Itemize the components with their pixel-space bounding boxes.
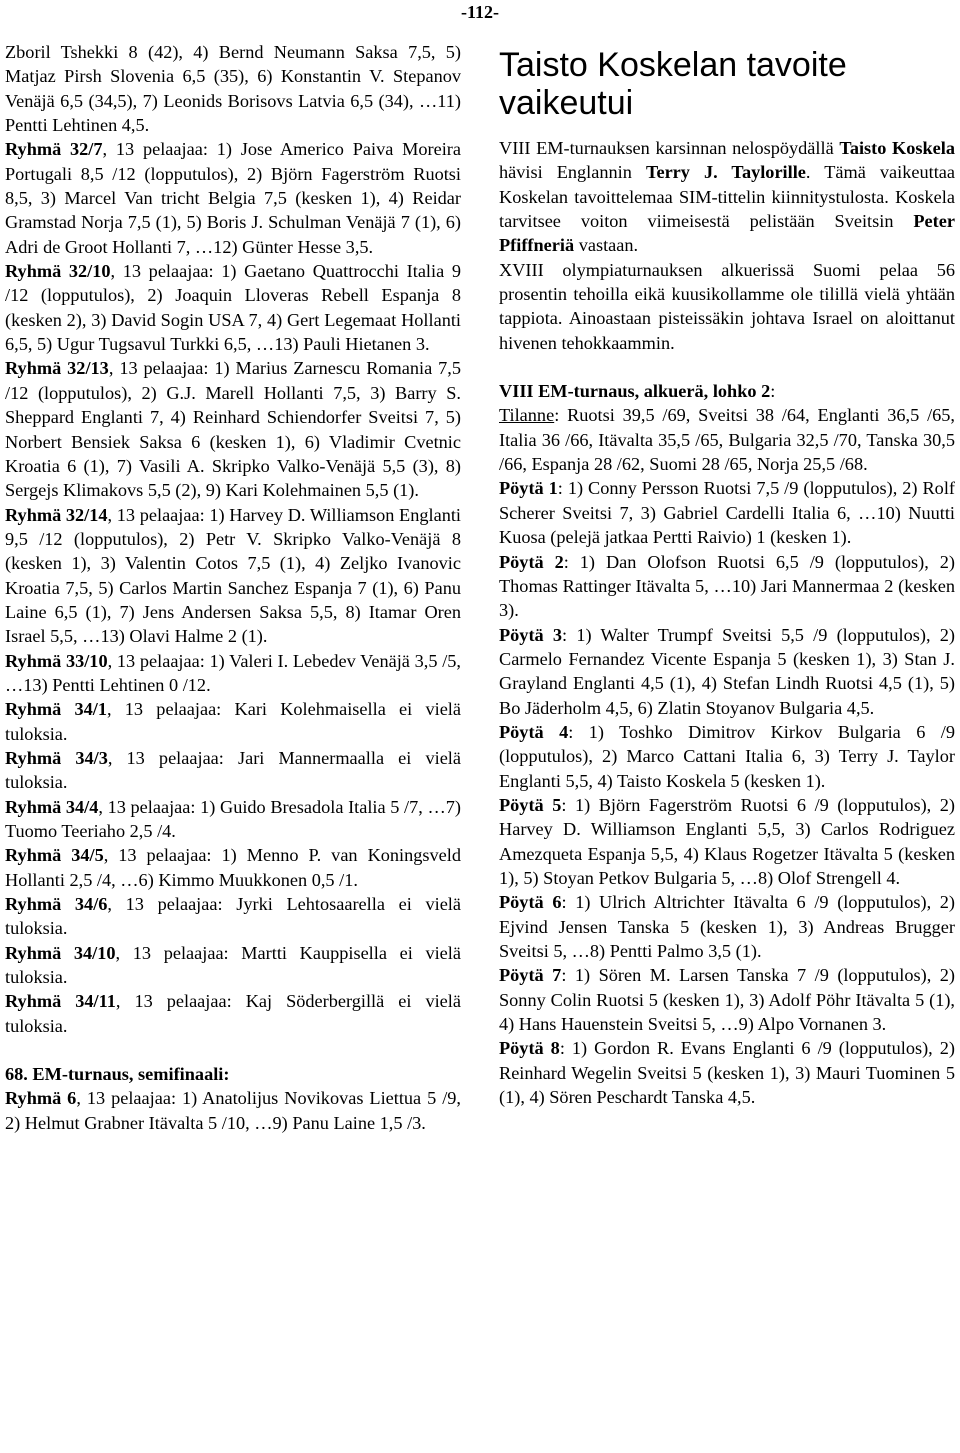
spacer [5,1038,461,1062]
group-result [5,892,461,941]
group-result [5,259,461,356]
table-label: Pöytä 7 [499,965,562,986]
group-text: , 13 pelaajaa: 1) Harvey D. Williamson Englanti 9,5 /12 (lopputulos), 2) Petr V. Skripko Valko-Venäjä 8 (kesken 1), 3) Valentin Cotos 7,5 (1), 4) Zeljko Ivanovic Kroatia 7,5, 5) Carlos Martin Sanchez Espanja 7 (1), 6) Panu Laine 6,5 (1), 7) Jens Andersen Saksa 5,5, 8) Itamar Oren Israel 5,5, …13) Olavi Halme 2 (1). [5,504,461,647]
table-result [499,623,955,720]
page-number: -112- [461,2,499,22]
table-result [499,476,955,549]
group-result [5,989,461,1038]
spacer [499,355,955,379]
group-heading: Ryhmä 32/10 [5,261,111,282]
group-text: , 13 pelaajaa: Jari Mannermaalla ei vielä tuloksia. [5,747,461,793]
paragraph: Zboril Tshekki 8 (42), 4) Bernd Neumann Saksa 7,5, 5) Matjaz Pirsh Slovenia 6,5 (35), 6) Konstantin V. Stepanov Venäjä 6,5 (34,5), 7) Leonids Borisovs Latvia 6,5 (34), …11) Pentti Lehtinen 4,5. [5,42,461,136]
semifinal-title: 68. EM-turnaus, semifinaali: [5,1064,230,1085]
table-text: : 1) Gordon R. Evans Englanti 6 /9 (lopputulos), 2) Reinhard Wegelin Sveitsi 5 (kesken 1), 3) Mauri Tuominen 5 (1), 4) Sören Peschardt Tanska 4,5. [499,1038,955,1108]
standings-label: Tilanne [499,405,555,426]
group-result [5,503,461,649]
table-result [499,793,955,890]
group-text: , 13 pelaajaa: Jyrki Lehtosaarella ei vielä tuloksia. [5,894,462,939]
article-paragraph [499,136,955,258]
group-text: , 13 pelaajaa: 1) Guido Bresadola Italia 5 /7, …7) Tuomo Teeriaho 2,5 /4. [5,796,461,841]
table-result [499,550,955,623]
group-heading: Ryhmä 32/14 [5,504,108,525]
group-text: , 13 pelaajaa: 1) Jose Americo Paiva Moreira Portugali 8,5 /12 (lopputulos), 2) Björn Fagerström Ruotsi 8,5, 3) Marcel Van tricht Belgia 7,5 (kesken 1), 4) Reidar Gramstad Norja 7,5 (1), 5) Boris J. Schulman Venäjä 7 (1), 6) Adri de Groot Hollanti 7, …12) Günter Hesse 3,5. [5,139,461,257]
group-result [5,941,461,990]
group-heading: Ryhmä 33/10 [5,650,108,671]
group-text: , 13 pelaajaa: 1) Menno P. van Koningsveld Hollanti 2,5 /4, …6) Kimmo Muukkonen 0,5 /1. [5,845,461,890]
table-text: : 1) Björn Fagerström Ruotsi 6 /9 (lopputulos), 2) Harvey D. Williamson Englanti 5,5, 3) Carlos Rodriguez Amezqueta Espanja 5,5, 4) Klaus Rogetzer Itävalta 5 (kesken 1), 5) Stoyan Petkov Bulgaria 5, …8) Olof Strengell 4. [499,794,955,888]
table-label: Pöytä 5 [499,794,562,815]
group-heading: Ryhmä 34/1 [5,699,107,720]
table-label: Pöytä 6 [499,892,562,913]
group-result [5,356,461,502]
table-text: : 1) Conny Persson Ruotsi 7,5 /9 (lopputulos), 2) Rolf Scherer Sveitsi 7, 3) Gabriel Cardelli Italia 6, …10) Nuutti Kuosa (pelejä jatkaa Pertti Raivio) 1 (kesken 1). [499,478,955,548]
group-heading: Ryhmä 34/6 [5,894,108,915]
standings [499,403,955,476]
group-heading: Ryhmä 32/13 [5,358,109,379]
group-result [5,649,461,698]
section-title: VIII EM-turnaus, alkuerä, lohko 2 [499,381,771,402]
group-heading: Ryhmä 34/4 [5,796,99,817]
group-result [5,746,461,795]
table-result [499,890,955,963]
right-column [499,46,955,1109]
text-run: . Tämä vaikeuttaa Koskelan tavoittelemaa SIM-tittelin kiinnitystulosta. Koskela tarvitsee voiton viimeisestä pelistään Sveitsin [499,162,956,232]
article-paragraph: XVIII olympiaturnauksen alkuerissä Suomi pelaa 56 prosentin tehoilla eikä kuusikollamme ole tilillä vielä yhtään tappiota. Ainoastaan pisteissäkin johtava Israel on aloittanut hivenen tehokkaammin. [499,259,955,353]
text-run: VIII EM-turnauksen karsinnan nelospöydällä [499,138,840,158]
table-text: : 1) Toshko Dimitrov Kirkov Bulgaria 6 /9 (lopputulos), 2) Marco Cattani Italia 6, 3) Terry J. Taylor Englanti 5,5, 4) Taisto Koskela 5 (kesken 1). [499,721,956,791]
table-text: : 1) Dan Olofson Ruotsi 6,5 /9 (lopputulos), 2) Thomas Rattinger Itävalta 5, …10) Jari Mannermaa 2 (kesken 3). [499,551,955,621]
article-title: Taisto Koskelan tavoite vaikeutui [499,46,847,122]
group-heading: Ryhmä 34/5 [5,845,104,866]
player-name: Peter Pfiffneriä [499,211,955,256]
table-text: : 1) Walter Trumpf Sveitsi 5,5 /9 (lopputulos), 2) Carmelo Fernandez Vicente Espanja 5 (kesken 1), 3) Stan J. Grayland Englanti 4,5 (1), 4) Stefan Lindh Ruotsi 4,5 (1), 5) Bo Jäderholm 4,5, 6) Zlatin Stoyanov Bulgaria 4,5. [499,624,955,718]
group-heading: Ryhmä 34/11 [5,991,116,1012]
table-label: Pöytä 8 [499,1038,560,1059]
text-run: : [770,381,776,402]
group-result [5,697,461,746]
group-result [5,843,461,892]
group-heading: Ryhmä 34/3 [5,747,108,768]
standings-text: : Ruotsi 39,5 /69, Sveitsi 38 /64, Englanti 36,5 /65, Italia 36 /66, Itävalta 35,5 /65, Bulgaria 32,5 /70, Tanska 30,5 /66, Espanja 28 /62, Suomi 28 /65, Norja 25,5 /68. [499,405,955,475]
group-heading: Ryhmä 32/7 [5,139,103,160]
group-text: , 13 pelaajaa: 1) Gaetano Quattrocchi Italia 9 /12 (lopputulos), 2) Joaquin Lloveras Rebell Espanja 8 (kesken 2), 3) David Sogin USA 7, 4) Gert Legemaat Hollanti 6,5, 5) Ugur Tugsavul Turkki 6,5, …13) Pauli Hietanen 3. [5,261,461,355]
group-text: , 13 pelaajaa: Kaj Söderbergillä ei vielä tuloksia. [5,991,461,1036]
table-label: Pöytä 3 [499,624,563,645]
table-label: Pöytä 2 [499,551,564,572]
group-text: , 13 pelaajaa: 1) Valeri I. Lebedev Venäjä 3,5 /5, …13) Pentti Lehtinen 0 /12. [5,650,461,695]
group-heading: Ryhmä 34/10 [5,942,116,963]
table-label: Pöytä 1 [499,478,558,499]
player-name: Taisto Koskela [839,138,955,158]
group-result [5,1086,461,1135]
group-result [5,137,461,259]
table-text: : 1) Ulrich Altrichter Itävalta 6 /9 (lopputulos), 2) Ejvind Jensen Tanska 5 (kesken 1), 3) Andreas Brugger Sveitsi 5, …8) Pentti Palmo 3,5 (1). [499,892,956,961]
group-result [5,795,461,844]
group-text: , 13 pelaajaa: 1) Anatolijus Novikovas Liettua 5 /9, 2) Helmut Grabner Itävalta 5 /10, …9) Panu Laine 1,5 /3. [5,1088,461,1133]
table-text: : 1) Sören M. Larsen Tanska 7 /9 (lopputulos), 2) Sonny Colin Ruotsi 5 (kesken 1), 3) Adolf Pöhr Itävalta 5 (1), 4) Hans Hauenstein Sveitsi 5, …9) Alpo Vornanen 3. [499,965,955,1035]
group-text: , 13 pelaajaa: Martti Kauppisella ei vielä tuloksia. [5,942,461,988]
player-name: Terry J. Taylorille [645,162,806,183]
table-result [499,963,955,1036]
group-text: , 13 pelaajaa: 1) Marius Zarnescu Romania 7,5 /12 (lopputulos), 2) G.J. Marell Hollanti 7,5, 3) Barry S. Sheppard Englanti 7, 4) Reinhard Schiendorfer Sveitsi 7, 5) Norbert Bensiek Saksa 6 (kesken 1), 6) Vladimir Cvetnic Kroatia 6 (1), 7) Vasili A. Skripko Valko-Venäjä 5,5 (3), 8) Sergejs Klimakovs 5,5 (2), 9) Kari Kolehmainen 5,5 (1). [5,358,461,501]
table-result [499,720,955,793]
text-run: hävisi Englannin [499,162,646,183]
viii-title [499,379,955,403]
left-column [5,40,461,1135]
group-text: , 13 pelaajaa: Kari Kolehmaisella ei vielä tuloksia. [5,699,462,744]
table-label: Pöytä 4 [499,721,569,742]
table-result [499,1036,955,1109]
text-run: vastaan. [574,235,639,256]
group-heading: Ryhmä 6 [5,1088,77,1109]
